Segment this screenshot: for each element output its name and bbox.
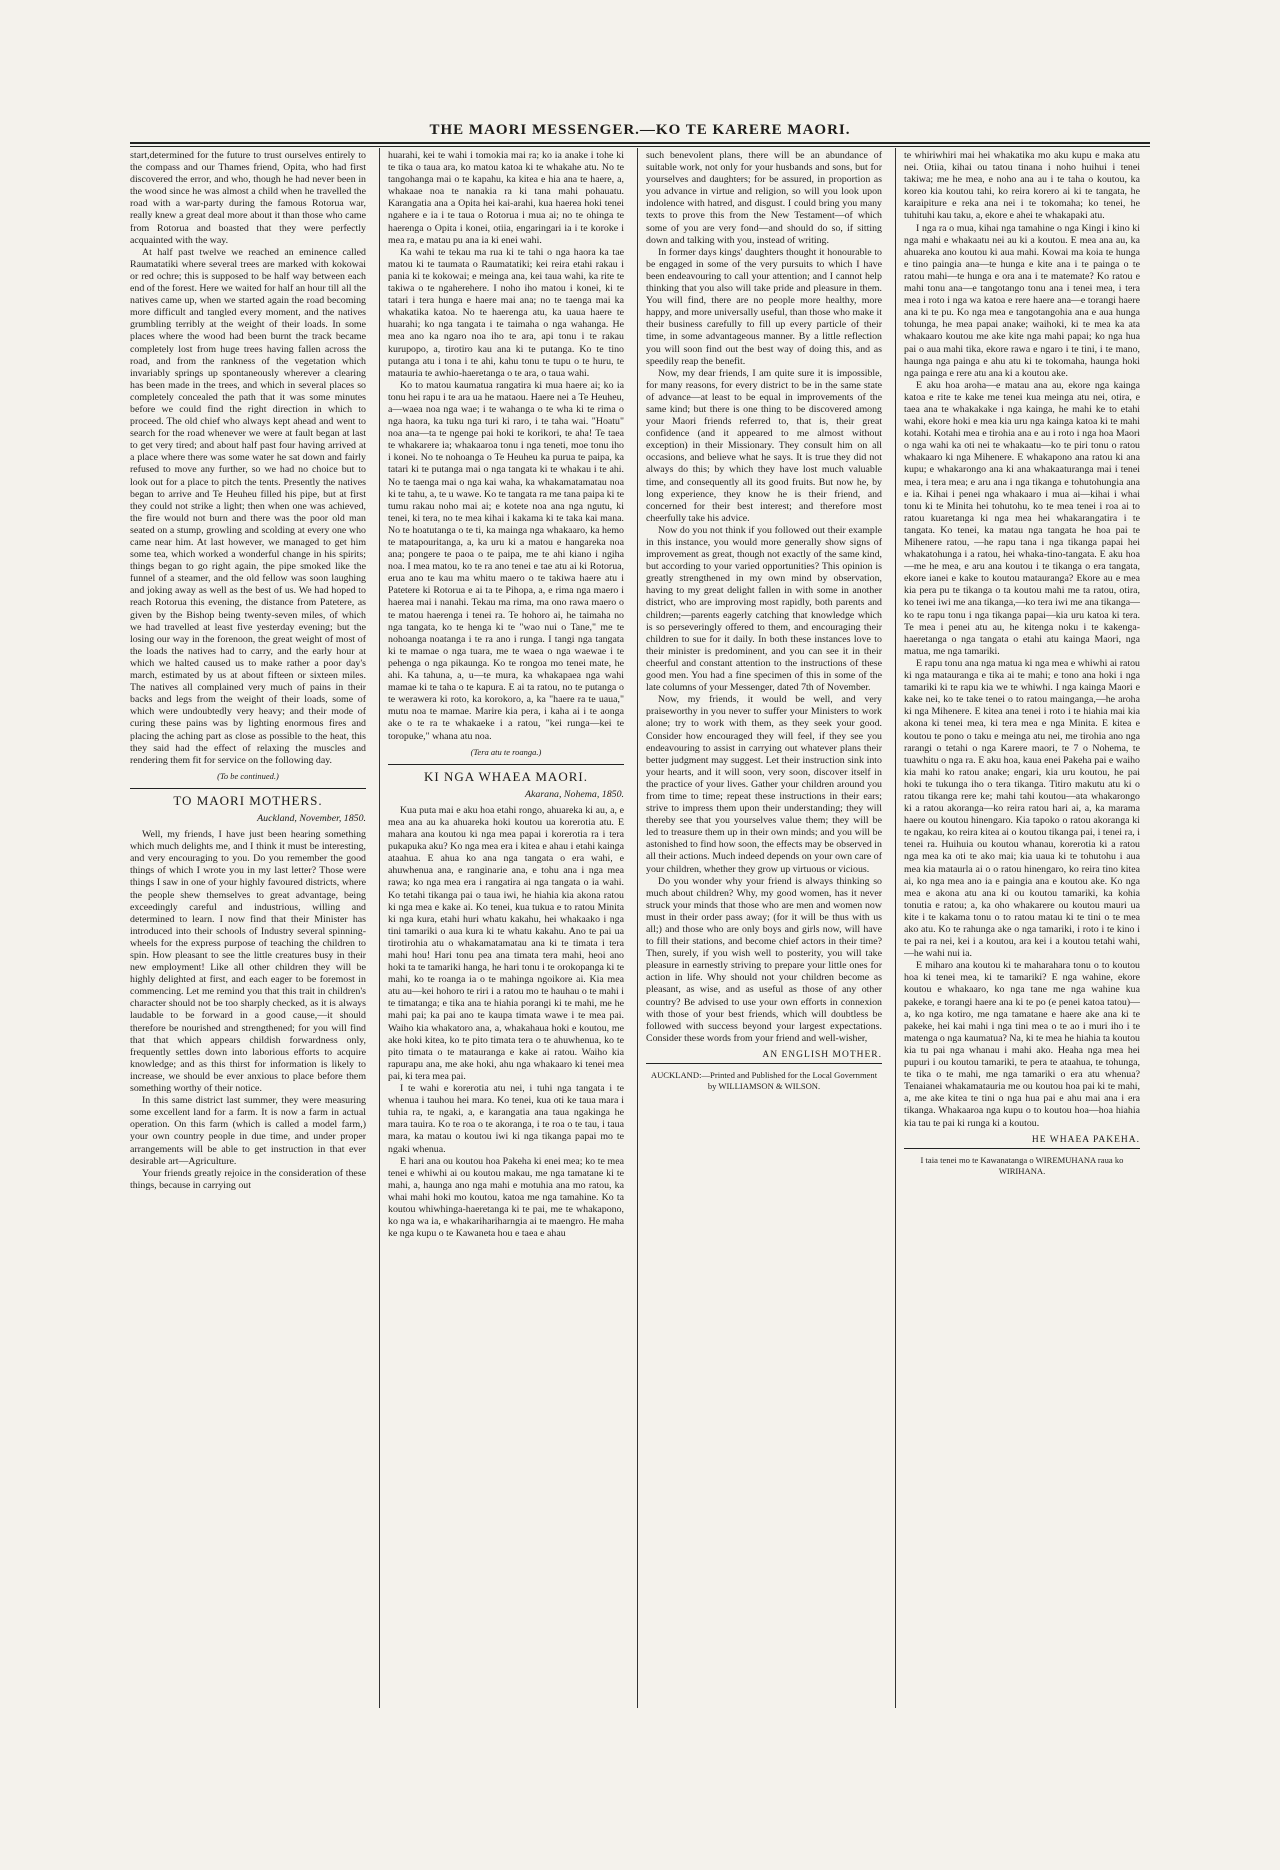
paragraph: Kua puta mai e aku hoa etahi rongo, ahuareka ki au, a, e mea ana au ka ahuareka hoki koutou ua korerotia atu. E mahara ana koutou ki nga mea papai i korerotia ra i tera pukapuka aku? Ko nga mea era i kitea e ahau i etahi kainga ataahua. E ahua ko ana nga tangata o era wahi, e ahuwhenua ana, e ranginarie ana, e tohu ana i nga mea rawa; ko nga mea era i rangatira ai nga tangata o ia wahi. Ko tetahi tikanga pai o taua iwi, he hiahia kia akona ratou ki nga mea e kake ai. Ko tenei, kua tukua e to ratou Minita ki nga kura, etahi huri whatu kakahu, hei whakaako i nga tini tamariki o aua kura ki te whatu kakahu. Ano te pai ua tirotirohia atu o whakamatamatau ana ki te timata i tera mahi hou! Hari tonu pea ana timata tera mahi, heoi ano hoki ta te tamariki hanga, he hari tonu i te orokopanga ki te mahi, ko te roanga ia o te mahinga ngoikore ai. Kia mea atu au—kei hohoro te riri i a ratou mo te hauhau o te mahi i te timatanga; e tika ana te hiahia porangi ki te mahi, me he mahi pai; ka pai ano te kaupa timata wawe i te mea pai. Waiho kia whakatoro ana, a, whakahaua hoki e koutou, me ake hoki kitea, ko te pito timata tera o te ahuwhenua, ko te pito timata o te matauranga e kake ai ratou. Waiho kia rapurapu ana, me ake hoki, ahu nga whakaaro ki tenei mea pai, ki tera mea pai. [388,804,624,1082]
column-divider [895,148,896,1708]
column-2 [388,150,624,1695]
masthead-rule-thin [130,146,1150,147]
paragraph: I nga ra o mua, kihai nga tamahine o nga Kingi i kino ki nga mahi e whakaatu nei au ki a koutou. E mea ana au, ka ahuareka ano koutou ki aua mahi. Kowai ma koia te hunga e tino paingia ana—te hunga e kite ana i te painga o te ratou mahi—te hunga e ora ana i te matemate? Ko ratou e mahi tonu ana—e tangotango tonu ana i tenei mea, i tera mea i roto i nga wa katoa e rere haere ana—e torangi haere ana ki te pu. Ko nga mea e tangotangohia ana e aua hunga tohunga, he mea papai anake; waihoki, ki te mea ka ata whakaaro koutou me ake kite nga mahi papai; ko nga hua pai o aua mahi tika, ekore rawa e ngaro i te tini, i te mano, haunga nga painga e ahu atu ki te tokomaha, haunga hoki nga painga e rere atu ana ki a koutou ake. [904,222,1140,379]
section-rule [904,1148,1140,1149]
masthead-rule [130,142,1150,144]
paragraph: E rapu tonu ana nga matua ki nga mea e whiwhi ai ratou ki nga matauranga e tika ai te mahi; e tono ana hoki i nga tamariki ki te rapu kia we te whiwhi. I nga kainga Maori e kake nei, ko te take tenei o to ratou mainganga,—he aroha ki nga Mihenere. E kitea ana tenei i roto i te hiahia mai kia akona ki tenei mea, ki tera mea e nga Minita. E kitea e koutou te pono o taku e meinga atu nei, me tirohia ano nga rarangi o tetahi o nga Karere maori, te 7 o Nohema, te tuawhitu o nga ra. E aku hoa, kaua enei Pakeha pai e waiho kia mahi ko ratou anake; engari, kia uru koutou, he pai hoki te tukunga iho o tera tikanga. Titiro makutu atu ki o ratou tikanga rere ke; mahi tahi koutou—ata whakarongo ki a ratou akoranga—ko reira ratou hari ai, a, ka marama haere ou koutou hinengaro. Kia tapoko o ratou akoranga ki te ngakau, ko reira kitea ai o koutou tikanga pai, i tenei ra, i tenei ra. Huihuia ou koutou whanau, korerotia ki a ratou nga mea ka oti te ako mai; kia uaua ki te tohutohu i aua mea kia mataurla ai o o ratou hinengaro, ko reira tino kitea ai, ko nga mea ano ia e paingia ana e koutou ake. Ko nga mea e akona atu ana ki ou koutou tamariki, ka kohia tonutia e ratou; a, ka oho whakarere ou koutou mauri ua kite i te kakama tonu o to ratou matau ki te tini o te mea ako atu. Ko te rahunga ake o nga tamariki, i roto i te kino i te pai ra nei, kei i a koutou, ara kei i a koutou tetahi wahi,—he wahi nui ia. [904,657,1140,960]
paragraph: te whiriwhiri mai hei whakatika mo aku kupu e maka atu nei. Otiia, kihai ou tatou tinana i noho huihui i tenei takiwa; me he mea, e noho ana au i te taha o koutou, ka koreo kia koutou tahi, ko reira korero ai ki te tangata, he karaipiture e reka ana nei i te tokomaha; ko tenei, he tuhituhi kau taku, a, ekore e ahei te whakapaki atu. [904,150,1140,222]
paragraph: Now do you not think if you followed out their example in this instance, you would more generally show signs of improvement as great, though not exactly of the same kind, but according to your varied opportunities? This opinion is greatly strengthened in my own mind by observation, having to my great delight fallen in with some in another district, who are improving most rapidly, both parents and children;—parents eagerly catching that knowledge which is so perseveringly offered to them, and encouraging their children to sue for it daily. In both these instances love to their minister is predominent, and you can see it in their cheerful and constant attention to the instructions of these good men. You had a fine specimen of this in some of the late columns of your Messenger, dated 7th of November. [646,524,882,694]
imprint: AUCKLAND:—Printed and Published for the Local Government by WILLIAMSON & WILSON. [650,1070,878,1092]
continued-note: (Tera atu te roanga.) [470,746,542,757]
paragraph: start,determined for the future to trust ourselves entirely to the compass and our Thames friend, Opita, who had first discovered the error, and who, though he had never been in the wood since he was almost a child when he travelled the road with a war-party during the famous Rotorua war, really knew a great deal more about it than those who came from Rotorua and boasted that they were perfectly acquainted with the way. [130,150,366,246]
article-heading: KI NGA WHAEA MAORI. [424,768,588,784]
paragraph: I te wahi e korerotia atu nei, i tuhi nga tangata i te whenua i tauhou hei mara. Ko tenei, kua oti ke taua mara i tuhia ra, te ngaki, a, e karangatia ana taua ngakinga he mara tauira. Ko te roa o te akoranga, i te roa o te tau, i taua mara, ka matau o koutou iwi ki nga tikanga papai mo te ngaki whenua. [388,1083,624,1155]
paragraph: At half past twelve we reached an eminence called Raumatatiki where several trees are marked with kokowai or red ochre; this is supposed to be half way between each end of the forest. Here we waited for half an hour till all the natives came up, when we started again the road becoming more difficult and tangled every moment, and the natives grumbling terribly at the weight of their loads. In some places where the wood had been burnt the track became completely lost from huge trees having fallen across the road, and from the rankness of the vegetation which invariably springs up spontaneously wherever a clearing has been made in the trees, and which in several places so completely concealed the path that it was some minutes before we could find the right direction in which to proceed. The old chief who always kept ahead and went to search for the road whenever we were at fault began at last to get very tired; and about half past four having arrived at a place where there was some water he sat down and fairly refused to move any further, so we had no choice but to look out for a place to pitch the tents. Presently the natives began to arrive and Te Heuheu filled his pipe, but at first they could not strike a light; then when one was achieved, the fire would not burn and there was the poor old man seated on a stump, growling and scolding at every one who came near him. At last however, we managed to get him some tea, which worked a wonderful change in his spirits; things began to go right again, the pipe smoked like the funnel of a steamer, and the old fellow was soon laughing and joking away as well as the best of us. We had hoped to reach Rotorua this evening, the distance from Patetere, as given by the Bishop being twenty-seven miles, of which we had travelled at least five yesterday evening; but the losing our way in the forenoon, the great weight of most of the loads the natives had to carry, and the early hour at which we halted caused us to make rather a poor day's march, estimated by us at about fifteen or sixteen miles. The natives all complained very much of pains in their backs and legs from the weight of their loads, some of which were undoubtedly very heavy; and their mode of curing these pains was by lighting enormous fires and placing the aching part as close as possible to the heat, this they said had the effect of relaxing the muscles and rendering them fit for service on the following day. [130,246,366,766]
column-4 [904,150,1140,1695]
section-rule [388,764,624,765]
paragraph: such benevolent plans, there will be an abundance of suitable work, not only for your husbands and sons, but for yourselves and daughters; for be assured, in proportion as you advance in virtue and religion, so will you look upon indolence with hatred, and disgust. I could bring you many texts to prove this from the New Testament—of which some of you are very fond—and should do so, if sitting down and talking with you, instead of writing. [646,150,882,246]
masthead: THE MAORI MESSENGER.—KO TE KARERE MAORI. [429,122,851,138]
column-3 [646,150,882,1695]
paragraph: E hari ana ou koutou hoa Pakeha ki enei mea; ko te mea tenei e whiwhi ai ou koutou makau, me nga tamatane ki te mahi, a, haunga ano nga mahi e motuhia ana mo ratou, ka whai mahi hoki mo koutou, katoa me nga tamahine. Ko ta koutou whiwhinga-haeretanga ki te pai, me te whakapono, ko nga wa ia, e whakarihariharngia ai te maengro. He maha ke nga kupu o te Kawaneta hou e taea e ahau [388,1155,624,1240]
signature: HE WHAEA PAKEHA. [1031,1134,1140,1145]
paragraph: Now, my friends, it would be well, and very praiseworthy in you never to suffer your Ministers to work alone; try to work with them, as they seek your good. Consider how encouraged they will feel, if they see you endeavouring to assist in carrying out whatever plans their better judgment may suggest. Let their instruction sink into your hearts, and it will soon, very soon, discover itself in the practice of your lives. Gather your children around you from time to time; repeat these instructions in their ears; strive to impress them upon their understanding; they will thereby see that you yourselves value them; they will be led to treasure them up in their own minds; and you will be astonished to find how soon, the effects may be observed in all their actions. Much indeed depends on your own care of your children, whether they grow up virtuous or vicious. [646,694,882,875]
paragraph: huarahi, kei te wahi i tomokia mai ra; ko ia anake i tohe ki te tika o taua ara, ko matou katoa ki te whakahe atu. No te tangohanga mai o te kapahu, ka kitea e hia ana te haere, a, whakaae noa te nanakia ra ki tana mahi pohauatu. Karangatia ana a Opita hei kai-arahi, kua haerea hoki tenei ngahere e ia i te taua o Rotorua i mua ai; no te ohinga te haerenga o Opita i konei, otiia, engaringari ia i te koroke i mea ra, e matau pu ana ia ki enei wahi. [388,150,624,246]
dateline: Akarana, Nohema, 1850. [524,788,624,800]
paragraph: Ko to matou kaumatua rangatira ki mua haere ai; ko ia tonu hei rapu i te ara ua he mataou. Haere nei a Te Heuheu, a—waea noa nga wae; i te wahanga o te wha ki te rima o nga haora, ka tuku nga turi ki raro, i te taha wai. "Hoatu" noa ana—ta te ngenge pai hoki te korikori, te aha! Te taea te whakarere ia; whakaaroa tonu i nga teneti, moe tonu iho i konei. No te nohoanga o Te Heuheu ka purua te paipa, ka tatari ki te putanga mai o nga tangata ki te whakau i te ahi. No te taenga mai o nga kai waha, ka whakamatamatau noa ki te tahu, a, te u wawe. Ko te tangata ra me tana paipa ki te tumu rakau noho mai ai; e kotete noa ana nga ngutu, ki tenei, ki tera, no te mea kihai i kakama ki te taka kai mana. No te hoatutanga o te ti, ka mainga nga whakaaro, ka hemo te matapouritanga, a, ka uru ki a matou e hangareka noa ana; pongere te paoa o te paipa, me te ahi kiano i ngiha noa. I mea matou, ko te ra ano tenei e tae atu ai ki Rotorua, erua ano te kau ma whitu maero o te takiwa haere atu i Patetere ki Rotorua e ai ta te Pihopa, a, e rima nga maero i haerea mai i nanahi. Tekau ma rima, ma ono rawa maero o te matou haerenga i tenei ra. Te hohoro ai, he taimaha no nga tangata, ko te henga ki te "wao nui o Tane," me te nohoanga noatanga i te ra ano i runga. I tangi nga tangata ki te mamae o nga tuara, me te waea o nga waewae i te pehenga o nga pikaunga. Ko te rongoa mo tenei mate, he ahi. Ka tahuna, a, u—te mura, ka whakapaea nga wahi mamae ki te taha o te kapura. E ai ta ratou, no te putanga o te werawera ki roto, ka korokoro, a, ka "haere ra te uaua," mutu noa te mamae. Marire kia pera, i kaha ai i te aonga ake o te ra te whakaeke i a ratou, "kei runga—kei te toropuke," whana atu noa. [388,379,624,742]
imprint: I taia tenei mo te Kawanatanga o WIREMUHANA raua ko WIRIHANA. [920,1154,1124,1176]
column-divider [637,148,638,1708]
dateline: Auckland, November, 1850. [257,812,366,824]
paragraph: In former days kings' daughters thought it honourable to be engaged in some of the very pursuits to which I have been endeavouring to call your attention; and I cannot help thinking that you also will take pride and pleasure in them. You will find, there are no people more healthy, more happy, and more universally useful, than those who make it their business carefully to fill up every particle of their time, in some advantageous manner. By a little reflection you will soon find out the best way of doing this, and as speedily reap the benefit. [646,246,882,367]
paragraph: Your friends greatly rejoice in the consideration of these things, because in carrying out [130,1167,366,1191]
paragraph: Now, my dear friends, I am quite sure it is impossible, for many reasons, for every district to be in the same state of advance—at least to be equal in improvements of the same kind; but there is one thing to be discovered among your Maori friends referred to, that is, their great confidence (and it appeared to me almost without exception) in their Missionary. They consult him on all occasions, and believe what he says. It is true they did not always do this; by which they have lost much valuable time, and consequently all its good fruits. But now he, by long experience, they know he is their friend, and concerned for their best interest; and therefore most cheerfully take his advice. [646,367,882,524]
signature: AN ENGLISH MOTHER. [762,1049,882,1060]
continued-note: (To be continued.) [217,770,279,781]
section-rule [646,1063,882,1064]
paragraph: In this same district last summer, they were measuring some excellent land for a farm. It is now a farm in actual operation. On this farm (which is called a model farm,) your own country people in due time, and under proper arrangements will be able to get instruction in that ever desirable art—Agriculture. [130,1095,366,1167]
paragraph: E aku hoa aroha—e matau ana au, ekore nga kainga katoa e rite te kake me tenei kua meinga atu nei, otira, e taea ana te whakakake i nga kainga, he mahi ke to etahi wahi, ekore hoki e mea kia uru nga kainga katoa ki te mahi kotahi. Kotahi mea e tirohia ana e au i roto i nga hoa Maori o nga wahi ka oti nei te whakaatu—ko te piri tonu o ratou whakaaro ki nga Mihenere. E whakapono ana ratou ki ana kupu; e whakarongo ana ki ana whakaaturanga mai i tenei mea, i tera mea; e aru ana i nga tikanga e tohutohungia ana e ia. Kihai i penei nga whakaaro i mua ai—kihai i whai tonu ki te Minita hei tohutohu, ko te mea tenei i roa ai to ratou kuaretanga ki nga mea hei whakarangatira i te tangata. Ko tenei, ka matau nga tangata he hoa pai te Mihenere ratou, —he rapu tana i nga tikanga papai hei whakatohunga i a ratou, hei whaka-tino-tangata. E aku hoa—me he mea, e aru ana koutou i te tikanga o era tangata, ekore ianei e kake to koutou matauranga? Ekore au e mea kia pera pu te tikanga o ta koutou mahi me ta ratou, otira, ko tenei iwi me ana tikanga,—ko tera iwi me ana tikanga—ko te rapu tonu i nga tikanga papai—kia uru katoa ki tera. Te mea i penei atu au, he kitenga noku i te kakenga-haeretanga o nga tangata o etahi atu kainga Maori, nga matua, me nga tamariki. [904,379,1140,657]
paragraph: Do you wonder why your friend is always thinking so much about children? Why, my good women, has it never struck your minds that those who are men and women now must in their order pass away; (for it will be thus with us all;) and those who are only boys and girls now, will have to fill their stations, and become chief actors in their time? Then, surely, if you wish well to posterity, you will take pleasure in earnestly striving to prepare your little ones for action in life. Why should not your children become as pleasant, as wise, and as useful as those of any other country? Be advised to use your own efforts in connexion with those of your best friends, which will doubtless be followed with success beyond your largest expectations. Consider these words from your friend and well-wisher, [646,875,882,1044]
column-divider [379,148,380,1708]
article-heading: TO MAORI MOTHERS. [173,792,323,808]
section-rule [130,788,366,789]
paragraph: Ka wahi te tekau ma rua ki te tahi o nga haora ka tae matou ki te taumata o Raumatatiki; kei reira etahi rakau i pania ki te kokowai; e meinga ana, kei taua wahi, ka rite te takiwa o te ngaherehere. I noho iho matou i konei, ki te tatari i tera hunga e haere mai ana; no te taenga mai ka whakatika katoa. No te haerenga atu, ka uaua haere te huarahi; ko nga tangata i te taimaha o nga wahanga. He mea ano ka ngaro noa iho te ara, api tonu i te rakau kurupopo, a, tirotiro kau ana ki te putanga. Ko te tino putanga atu i tona i te ahi, kahu tonu te tupu o te huru, te matauria te awhio-haeretanga o te ara, o taua wahi. [388,246,624,379]
paragraph: E miharo ana koutou ki te maharahara tonu o to koutou hoa ki tenei mea, ki te tamariki? E nga wahine, ekore koutou e whakaaro, ko nga tane me nga wahine kua pakeke, e torangi haere ana ki te po (e penei katoa tatou)—a, ko nga kotiro, me nga tamatane e haere ake ana ki te pakeke, hei kai mahi i nga tini mea o te ao i muri iho i te matenga o nga kaumatua? Na, ki te mea he hiahia ta koutou kia tu pai nga whanau i mahi ako. Heaha nga mea hei pupuri i ou koutou tamariki, te pera te ataahua, te tohunga, te tika o te mahi, me nga tamariki o era atu whenua? Tenaianei whakamatauria me ou koutou hoa pai ki te mahi, a, me ake kitea te tini o nga hua pai e ahu mai ana i era tikanga. Whakaaroa nga kupu o to koutou hoa—hoa hiahia kia tau te pai ki runga ki a koutou. [904,960,1140,1129]
paragraph: Well, my friends, I have just been hearing something which much delights me, and I think it must be interesting, and very encouraging to you. Do you remember the good things of which I wrote you in my last letter? Those were things I saw in one of your highly favoured districts, where the people shew themselves to great advantage, being exceedingly careful and industrious, willing and determined to learn. I now find that their Minister has introduced into their schools of Industry several spinning-wheels for the express purpose of teaching the children to spin. How pleasant to see the little creatures busy in their new employment! Like all other children they will be highly delighted at first, and each eager to be foremost in commencing. Let me remind you that this trait in children's character should not be too sharply checked, as it is always laudable to be forward in a good cause,—it should therefore be nourished and strengthened; for you will find that that which appears childish forwardness only, frequently settles down into laborious efforts to acquire knowledge; and as this thirst for information is likely to increase, we should be ever anxious to place before them something worthy of their notice. [130,829,366,1095]
column-1 [130,150,366,1695]
